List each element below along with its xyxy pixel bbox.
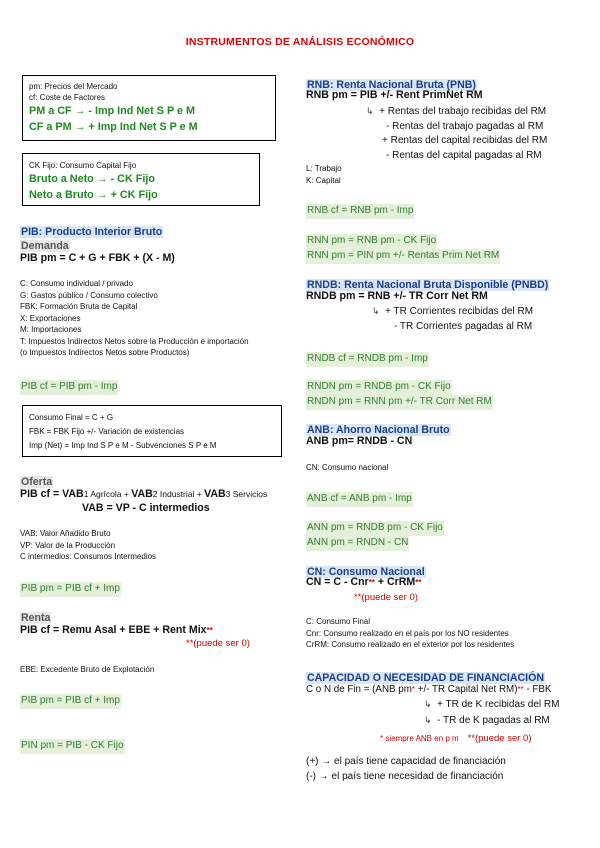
rnb-formula: RNB pm = PIB +/- Rent PrimNet RM: [306, 89, 483, 101]
imp-net-line: Imp (Net) = Imp Ind S P e M - Subvenciones S P e M: [29, 441, 217, 450]
def-line: K: Capital: [306, 175, 341, 185]
list-item: - Rentas del capital pagadas al RM: [386, 149, 542, 161]
rndb-formula: RNDB pm = RNB +/- TR Corr Net RM: [306, 290, 488, 302]
formula-stars: **: [517, 685, 524, 694]
def-cf: cf: Coste de Factores: [29, 93, 106, 102]
rndn-formula-1: RNDN pm = RNDB pm - CK Fijo: [306, 380, 452, 395]
cn-header: CN: Consumo Nacional: [307, 566, 425, 578]
list-item: + Rentas del capital recibidas del RM: [382, 135, 548, 147]
ann-formula-2: ANN pm = RNDN - CN: [306, 536, 409, 551]
formula-part: CN = C - Cnr: [306, 576, 369, 588]
cn-formula: [306, 576, 421, 588]
formula-stars: *: [411, 685, 416, 694]
pib-cf-formula: PIB cf = PIB pm - Imp: [20, 380, 118, 395]
formula-part: Agrícola +: [88, 489, 132, 499]
rndb-items: [372, 304, 533, 334]
capacidad-meaning: [306, 755, 506, 784]
formula-part: VAB: [204, 488, 226, 500]
pib-pm-oferta: PIB pm = PIB cf + Imp: [20, 582, 121, 597]
demanda-header: Demanda: [21, 240, 69, 252]
meaning-negative: (-) → el país tiene necesidad de financiación: [306, 770, 504, 782]
notation-box-prices: [22, 75, 276, 141]
rndb-header: RNDB: Renta Nacional Bruta Disponible (PNBD): [307, 279, 549, 291]
consumo-final-line: Consumo Final = C + G: [29, 413, 114, 422]
rnb-header: RNB: Renta Nacional Bruta (PNB): [307, 79, 476, 91]
corner-arrow-icon: ↳: [372, 306, 380, 316]
pin-pm-formula: PIN pm = PIB - CK Fijo: [20, 739, 125, 754]
meaning-positive: (+) → el país tiene capacidad de financiación: [306, 756, 506, 767]
anb-formula: ANB pm= RNDB - CN: [306, 435, 413, 447]
list-item: [372, 304, 533, 320]
def-line: C intermedios: Consumos Intermedios: [20, 552, 157, 561]
rndb-cf-formula: RNDB cf = RNDB pm - Imp: [306, 352, 429, 367]
formula-part: 2: [152, 489, 158, 499]
formula-part: 1: [83, 489, 89, 499]
formula-part: Servicios: [230, 489, 268, 499]
list-item: - TR Corrientes pagadas al RM: [394, 320, 533, 332]
cn-note: **(puede ser 0): [354, 592, 418, 603]
note-part: * siempre ANB en p m: [380, 734, 459, 743]
renta-header: Renta: [21, 612, 51, 624]
formula-part: +/- TR Capital Net RM): [415, 684, 518, 695]
def-line: (o Impuestos Indirectos Netos sobre Productos): [20, 348, 190, 357]
capacidad-header: CAPACIDAD O NECESIDAD DE FINANCIACIÓN: [307, 672, 544, 684]
anb-header: ANB: Ahorro Nacional Bruto: [307, 424, 450, 436]
def-line: C: Consumo Final: [306, 617, 371, 626]
vab-formula: VAB = VP - C intermedios: [82, 502, 210, 514]
def-line: M: Importaciones: [20, 325, 82, 334]
def-line: FBK: Formación Bruta de Capital: [20, 302, 138, 311]
notation-box-ckfijo: [22, 153, 260, 206]
formula-part: - FBK: [523, 684, 552, 695]
rule-neto-to-bruto: Neto a Bruto → + CK Fijo: [29, 189, 158, 201]
cn-definition: CN: Consumo nacional: [306, 463, 389, 472]
rule-bruto-to-neto: Bruto a Neto → - CK Fijo: [29, 173, 155, 185]
rnb-cf-formula: RNB cf = RNB pm - Imp: [306, 204, 414, 219]
pib-header: PIB: Producto Interior Bruto: [21, 226, 163, 238]
notation-box-consumo: [22, 405, 282, 457]
pib-definitions: [20, 278, 249, 359]
cn-definitions: [306, 616, 514, 651]
def-pm: pm: Precios del Mercado: [29, 82, 118, 91]
item-text: + Rentas del trabajo recibidas del RM: [379, 106, 547, 117]
oferta-definitions: [20, 528, 156, 563]
rnn-formula-2: RNN pm = PIN pm +/- Rentas Prim Net RM: [306, 249, 500, 264]
formula-part: Industrial +: [157, 489, 205, 499]
rule-cf-to-pm: CF a PM → + Imp Ind Net S P e M: [29, 121, 198, 133]
def-line: Cnr: Consumo realizado en el país por los NO residentes: [306, 628, 509, 638]
item-text: + TR Corrientes recibidas del RM: [385, 306, 534, 317]
list-item: - Rentas del trabajo pagadas al RM: [386, 120, 544, 132]
rule-pm-to-cf: PM a CF → - Imp Ind Net S P e M: [29, 105, 195, 117]
formula-stars: **: [415, 578, 422, 587]
note-part: **(puede ser 0): [467, 733, 532, 744]
oferta-formula-vab: [20, 488, 267, 500]
anb-cf-formula: ANB cf = ANB pm - Imp: [306, 492, 413, 507]
ebe-definition: EBE: Excedente Bruto de Explotación: [20, 665, 155, 674]
def-line: G: Gastos público / Consumo colectivo: [20, 290, 158, 300]
pib-pm-renta: PIB pm = PIB cf + Imp: [20, 694, 121, 709]
fbk-line: FBK = FBK Fijo +/- Variación de existencias: [29, 427, 185, 436]
def-line: T: Impuestos Indirectos Netos sobre la Producción e importación: [20, 336, 249, 346]
corner-arrow-icon: ↳: [424, 699, 432, 709]
list-item: [424, 697, 559, 713]
def-line: VP: Valor de la Producción: [20, 540, 116, 550]
formula-part: 3: [225, 489, 231, 499]
formula-part: VAB: [131, 488, 153, 500]
capacidad-items: [424, 697, 559, 728]
rndn-formula-2: RNDN pm = RNN pm +/- TR Corr Net RM: [306, 395, 493, 410]
rnb-items: [366, 104, 547, 163]
renta-note: **(puede ser 0): [186, 638, 250, 649]
list-item: [424, 713, 559, 729]
pib-demand-formula: PIB pm = C + G + FBK + (X - M): [20, 252, 175, 264]
rnb-definitions: [306, 163, 342, 186]
item-text: - TR de K pagadas al RM: [437, 714, 550, 726]
formula-stars: **: [206, 626, 213, 635]
list-item: [366, 104, 547, 120]
item-text: + TR de K recibidas del RM: [437, 699, 560, 710]
oferta-header: Oferta: [21, 476, 53, 488]
def-line: CrRM: Consumo realizado en el exterior por los residentes: [306, 640, 515, 649]
page-title: INSTRUMENTOS DE ANÁLISIS ECONÓMICO: [185, 36, 415, 48]
rnn-formula-1: RNN pm = RNB pm - CK Fijo: [306, 234, 437, 249]
renta-formula: [20, 624, 213, 636]
def-line: C: Consumo individual / privado: [20, 279, 133, 288]
def-line: L: Trabajo: [306, 164, 342, 173]
formula-part: PIB cf = VAB: [20, 488, 84, 500]
ann-formula-1: ANN pm = RNDB pm - CK Fijo: [306, 521, 444, 536]
def-line: X: Exportaciones: [20, 313, 81, 323]
def-ck-fijo: CK Fijo: Consumo Capital Fijo: [29, 161, 137, 170]
formula-part: C o N de Fin = (ANB pm: [306, 684, 412, 695]
capacidad-formula: [306, 684, 551, 695]
def-line: VAB: Valor Añadido Bruto: [20, 529, 111, 538]
formula-part: + CrRM: [374, 576, 416, 588]
capacidad-notes: [380, 728, 532, 746]
formula-part: PIB cf = Remu Asal + EBE + Rent Mix: [20, 624, 207, 636]
formula-stars: **: [368, 578, 375, 587]
corner-arrow-icon: ↳: [366, 106, 374, 116]
corner-arrow-icon: ↳: [424, 714, 432, 725]
